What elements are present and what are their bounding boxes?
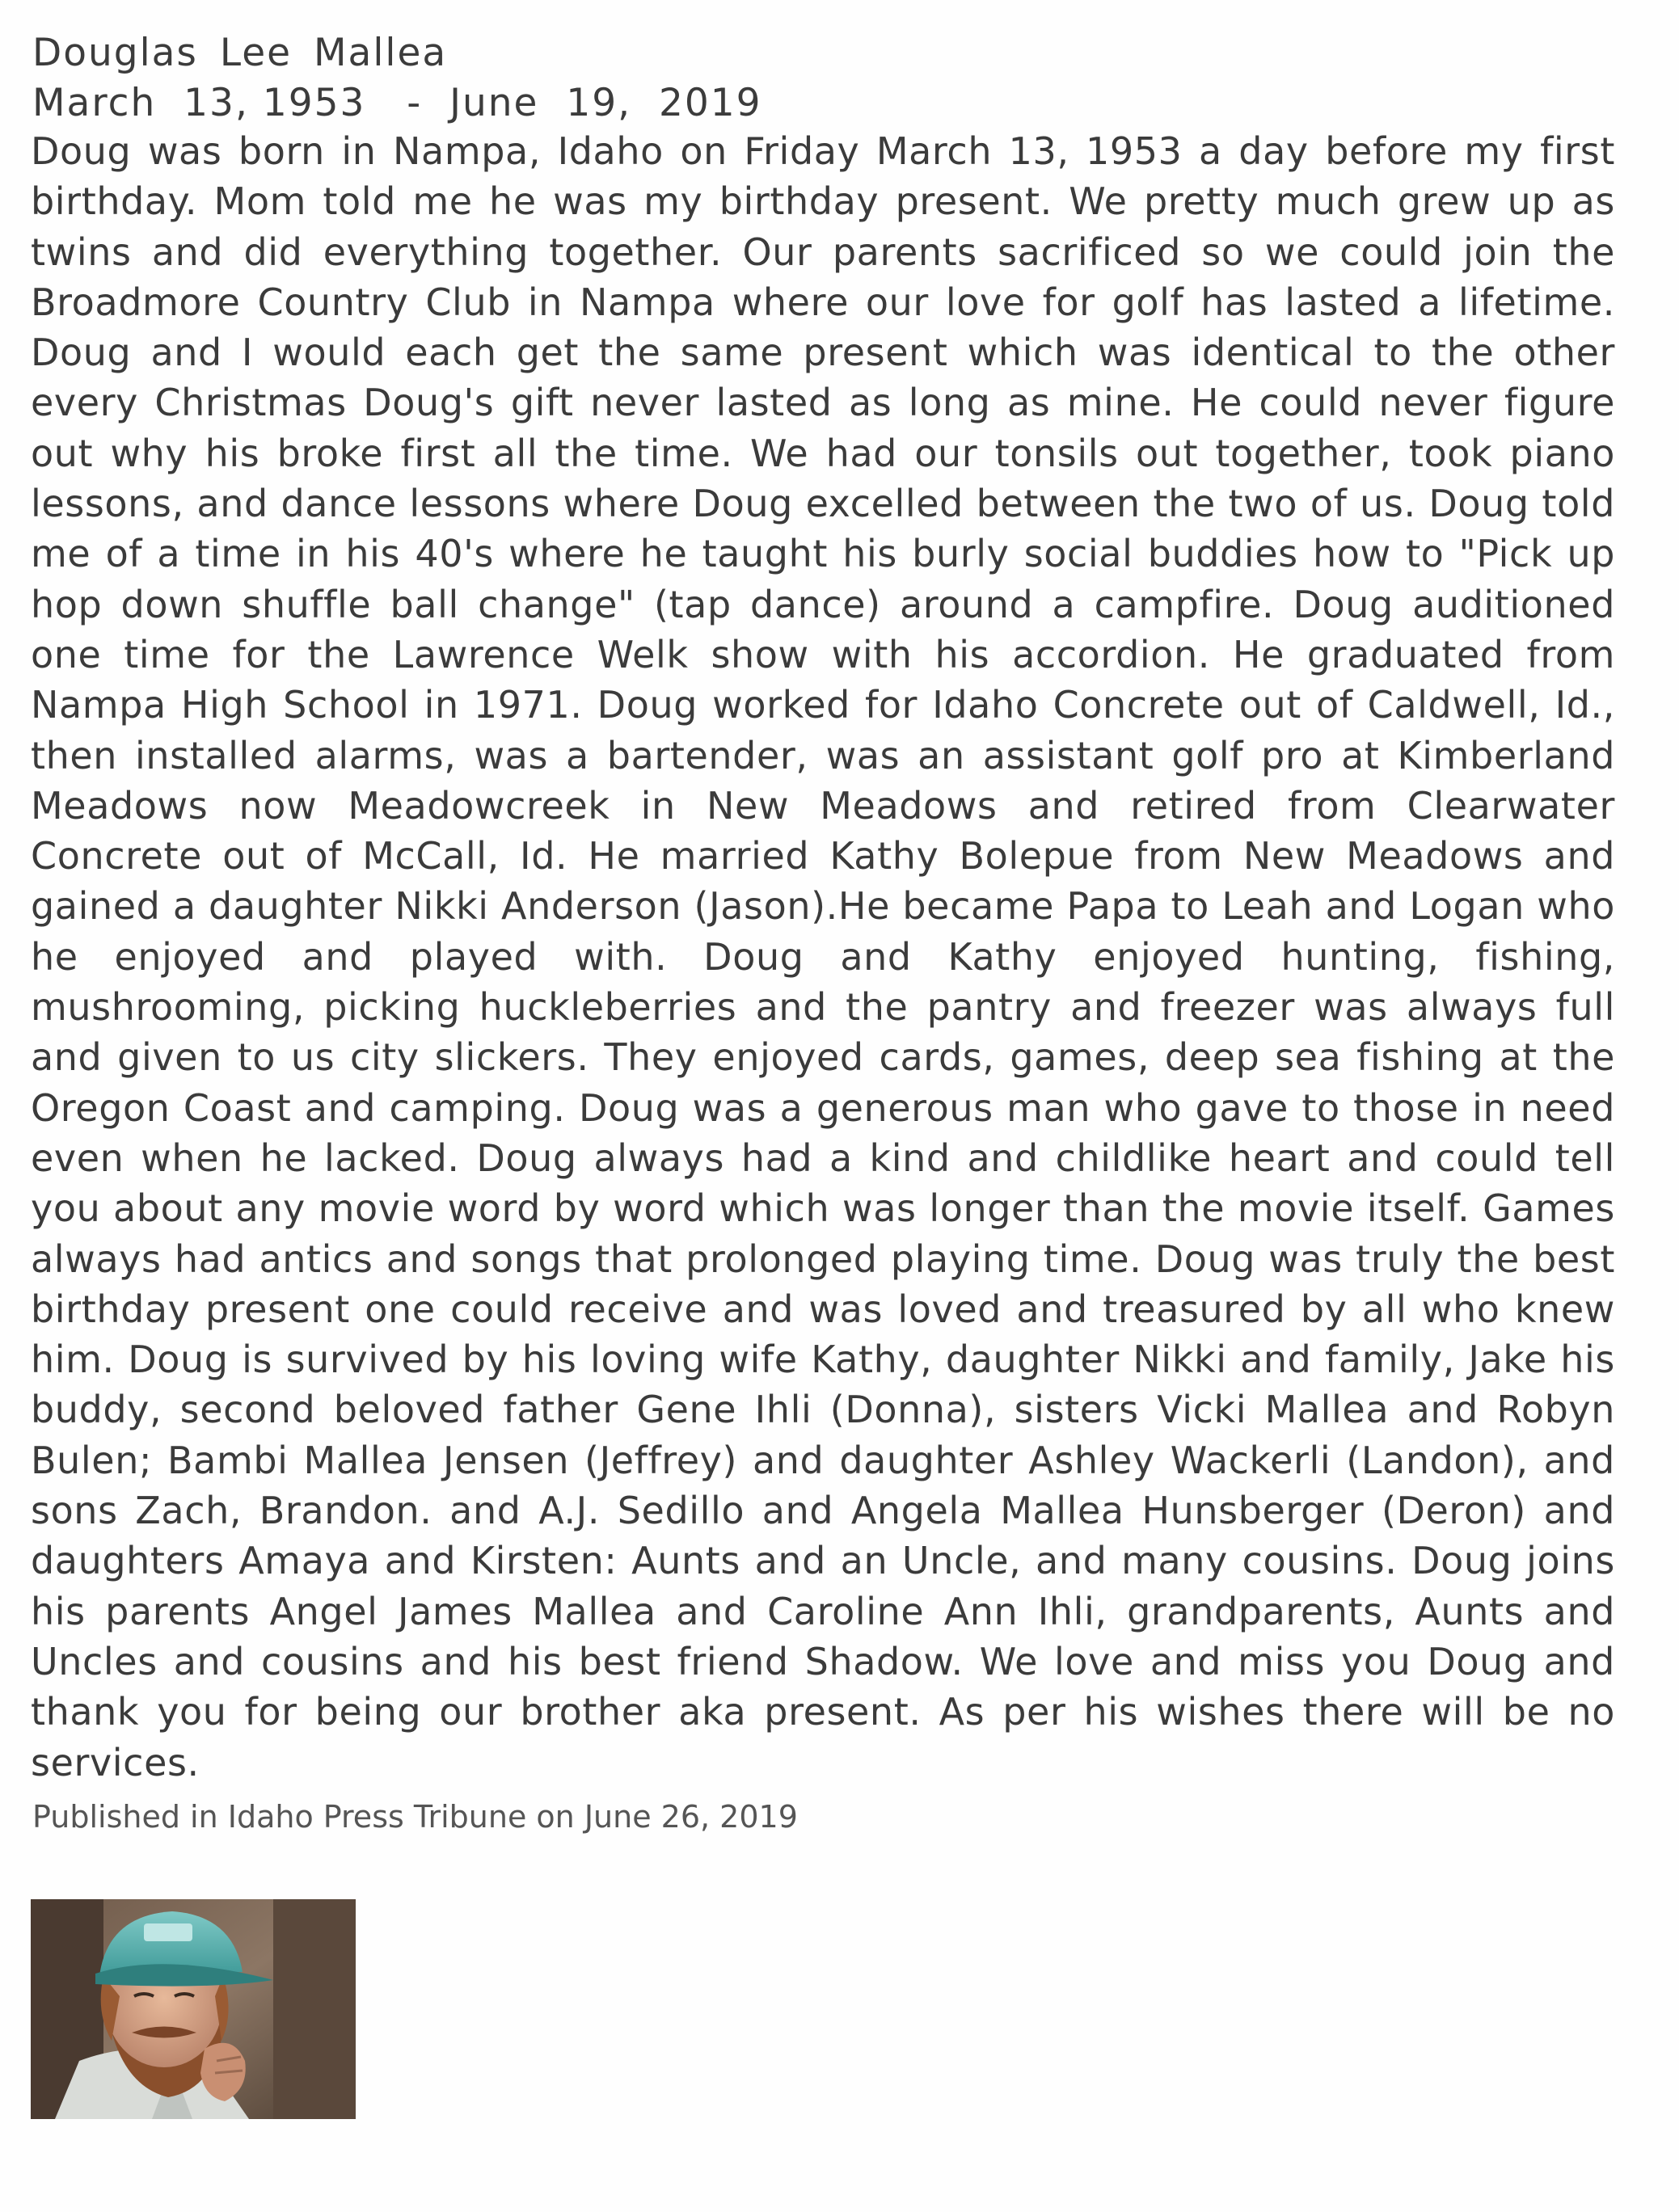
portrait-photo (31, 1899, 356, 2119)
publication-note: Published in Idaho Press Tribune on June 26, 2019 (32, 1799, 798, 1835)
deceased-name: Douglas Lee Mallea (32, 31, 448, 75)
obituary-body: Doug was born in Nampa, Idaho on Friday March 13, 1953 a day before my first birthday. Mom told me he was my birthday present. We pretty much grew up as twins and did everything together. Our parents sacrificed so we could join the Broadmore Country Club in Nampa where our love for golf has lasted a lifetime. Doug and I would each get the same present which was identical to the other every Christmas Doug's gift never lasted as long as mine. He could never figure out why his broke first all the time. We had our tonsils out together, took piano lessons, and dance lessons where Doug excelled between the two of us. Doug told me of a time in his 40's where he taught his burly social buddies how to "Pick up hop down shuffle ball change" (tap dance) around a campfire. Doug auditioned one time for the Lawrence Welk show with his accordion. He graduated from Nampa High School in 1971. Doug worked for Idaho Concrete out of Caldwell, Id., then installed alarms, was a bartender, was an assistant golf pro at Kimberland Meadows now Meadowcreek in New Meadows and retired from Clearwater Concrete out of McCall, Id. He married Kathy Bolepue from New Meadows and gained a daughter Nikki Anderson (Jason).He became Papa to Leah and Logan who he enjoyed and played with. Doug and Kathy enjoyed hunting, fishing, mushrooming, picking huckleberries and the pantry and freezer was always full and given to us city slickers. They enjoyed cards, games, deep sea fishing at the Oregon Coast and camping. Doug was a generous man who gave to those in need even when he lacked. Doug always had a kind and childlike heart and could tell you about any movie word by word which was longer than the movie itself. Games always had antics and songs that prolonged playing time. Doug was truly the best birthday present one could receive and was loved and treasured by all who knew him. Doug is survived by his loving wife Kathy, daughter Nikki and family, Jake his buddy, second beloved father Gene Ihli (Donna), sisters Vicki Mallea and Robyn Bulen; Bambi Mallea Jensen (Jeffrey) and daughter Ashley Wackerli (Landon), and sons Zach, Brandon. and A.J. Sedillo and Angela Mallea Hunsberger (Deron) and daughters Amaya and Kirsten: Aunts and an Uncle, and many cousins. Doug joins his parents Angel James Mallea and Caroline Ann Ihli, grandparents, Aunts and Uncles and cousins and his best friend Shadow. We love and miss you Doug and thank you for being our brother aka present. As per his wishes there will be no services. (31, 129, 1615, 1784)
life-dates: March 13, 1953 - June 19, 2019 (32, 81, 762, 125)
